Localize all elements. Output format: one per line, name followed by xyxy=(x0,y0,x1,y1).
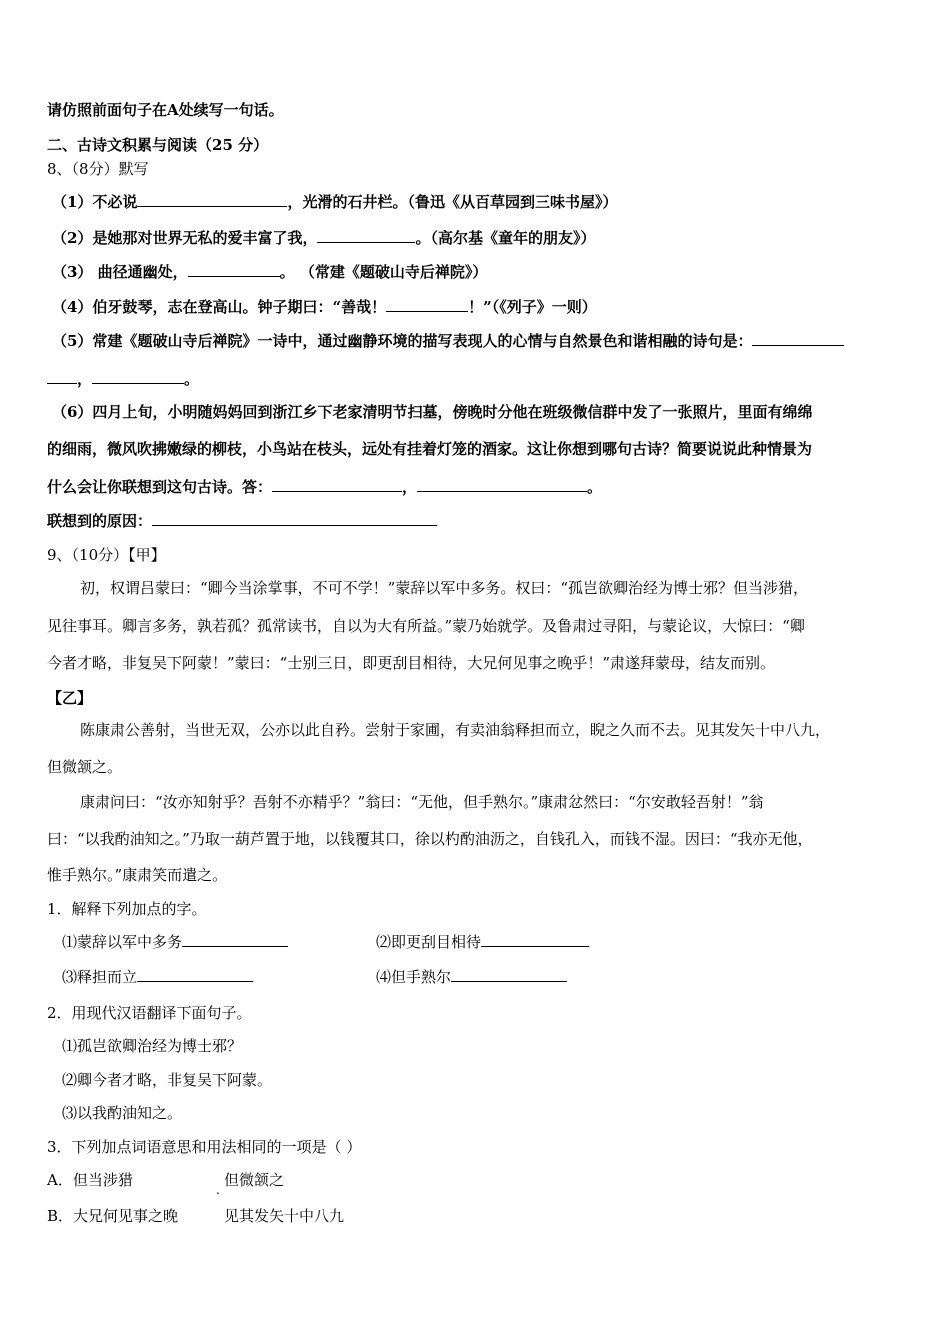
sub1-item-4: ⑷但手熟尔 xyxy=(376,967,567,987)
sub1-item-1: ⑴蒙辞以军中多务 xyxy=(62,932,288,952)
q8-item-3: （3） 曲径通幽处， 。 （常建《题破山寺后禅院》） xyxy=(52,263,488,281)
answer-blank[interactable] xyxy=(272,477,402,492)
sub1-item-2: ⑵即更刮目相待 xyxy=(376,932,589,952)
option-b-second: 见其发矢十中八九 xyxy=(224,1207,345,1225)
q8-item-6-line-3: 什么会让你联想到这句古诗。答： ， 。 xyxy=(47,478,603,496)
jia-text-line-2: 见往事耳。卿言多务，孰若孤？孤常读书，自以为大有所益。”蒙乃始就学。及鲁肃过寻阳，与蒙论议，大惊曰：“卿 xyxy=(47,617,805,635)
q8-item-6-line-2: 的细雨，微风吹拂嫩绿的柳枝，小鸟站在枝头，远处有挂着灯笼的酒家。这让你想到哪句古诗？简要说说此种情景为 xyxy=(47,440,813,458)
answer-blank[interactable] xyxy=(137,192,287,207)
answer-blank[interactable] xyxy=(152,511,437,526)
q8-item-2: （2）是她那对世界无私的爱丰富了我， 。（高尔基《童年的朋友》） xyxy=(52,229,596,247)
answer-blank[interactable] xyxy=(188,262,280,277)
q8-item-5-line-1: （5）常建《题破山寺后禅院》一诗中，通过幽静环境的描写表现人的心情与自然景色和谐相融的诗句是： xyxy=(52,331,844,351)
answer-blank[interactable] xyxy=(481,932,589,947)
q8-heading: 8、（8分）默写 xyxy=(47,160,149,178)
sub2-item-1: ⑴孤岂欲卿治经为博士邪？ xyxy=(62,1037,243,1055)
yi-text-line-1: 陈康肃公善射，当世无双，公亦以此自矜。尝射于家圃，有卖油翁释担而立，睨之久而不去。见其发矢十中八九， xyxy=(80,721,831,739)
jia-text-line-1: 初，权谓吕蒙曰：“卿今当涂掌事，不可不学！”蒙辞以军中多务。权曰：“孤岂欲卿治经为博士邪？但当涉猎， xyxy=(80,579,809,597)
sub2-item-3: ⑶以我酌油知之。 xyxy=(62,1104,183,1122)
q8-item-1: （1）不必说 ，光滑的石井栏。（鲁迅《从百草园到三味书屋》） xyxy=(52,193,618,211)
yi-text-line-3: 康肃问曰：“汝亦知射乎？吾射不亦精乎？”翁曰：“无他，但手熟尔。”康肃忿然曰：“尔安敢轻吾射！”翁 xyxy=(80,793,764,811)
answer-blank[interactable] xyxy=(182,932,288,947)
answer-blank[interactable] xyxy=(451,967,567,982)
q8-item-6-line-4: 联想到的原因： xyxy=(47,511,437,531)
yi-text-line-4: 曰：“以我酌油知之。”乃取一葫芦置于地，以钱覆其口，徐以杓酌油沥之，自钱孔入，而钱不湿。因曰：“我亦无他， xyxy=(47,830,813,848)
answer-blank[interactable] xyxy=(92,369,184,384)
section-2-heading: 二、古诗文积累与阅读（25 分） xyxy=(47,136,269,154)
q9-heading: 9、（10分）【甲】 xyxy=(47,546,166,564)
option-a-second: . 但微颔之 xyxy=(218,1170,284,1190)
q8-item-5-line-2: ， 。 xyxy=(47,369,199,389)
yi-text-line-5: 惟手熟尔。”康肃笑而遣之。 xyxy=(47,866,228,884)
option-a[interactable]: A．但当涉猎 xyxy=(47,1171,133,1189)
emphasis-dot: . xyxy=(216,1183,220,1197)
answer-blank[interactable] xyxy=(137,967,253,982)
answer-blank[interactable] xyxy=(317,228,415,243)
sub1-item-3: ⑶释担而立 xyxy=(62,967,253,987)
q8-item-6-line-1: （6）四月上旬，小明随妈妈回到浙江乡下老家清明节扫墓，傍晚时分他在班级微信群中发了一张照片，里面有绵绵 xyxy=(52,403,813,421)
sub2-item-2: ⑵卿今者才略，非复吴下阿蒙。 xyxy=(62,1071,273,1089)
q8-item-4: （4）伯牙鼓琴，志在登高山。钟子期曰：“善哉！ ！”（《列子》一则） xyxy=(52,298,597,316)
answer-blank[interactable] xyxy=(47,369,77,384)
answer-blank[interactable] xyxy=(752,331,844,346)
jia-text-line-3: 今者才略，非复吴下阿蒙！”蒙曰：“士别三日，即更刮目相待，大兄何见事之晚乎！”肃遂拜蒙母，结友而别。 xyxy=(47,654,776,672)
answer-blank[interactable] xyxy=(417,477,587,492)
option-b[interactable]: B．大兄何见事之晚 xyxy=(47,1207,179,1225)
yi-text-line-2: 但微颔之。 xyxy=(47,758,123,776)
sub2-heading: 2．用现代汉语翻译下面句子。 xyxy=(47,1004,252,1022)
sub1-heading: 1．解释下列加点的字。 xyxy=(47,900,207,918)
yi-heading: 【乙】 xyxy=(47,689,93,707)
answer-blank[interactable] xyxy=(386,297,468,312)
q7-instruction: 请仿照前面句子在A处续写一句话。 xyxy=(47,101,284,119)
sub3-heading: 3．下列加点词语意思和用法相同的一项是（ ） xyxy=(47,1138,362,1156)
